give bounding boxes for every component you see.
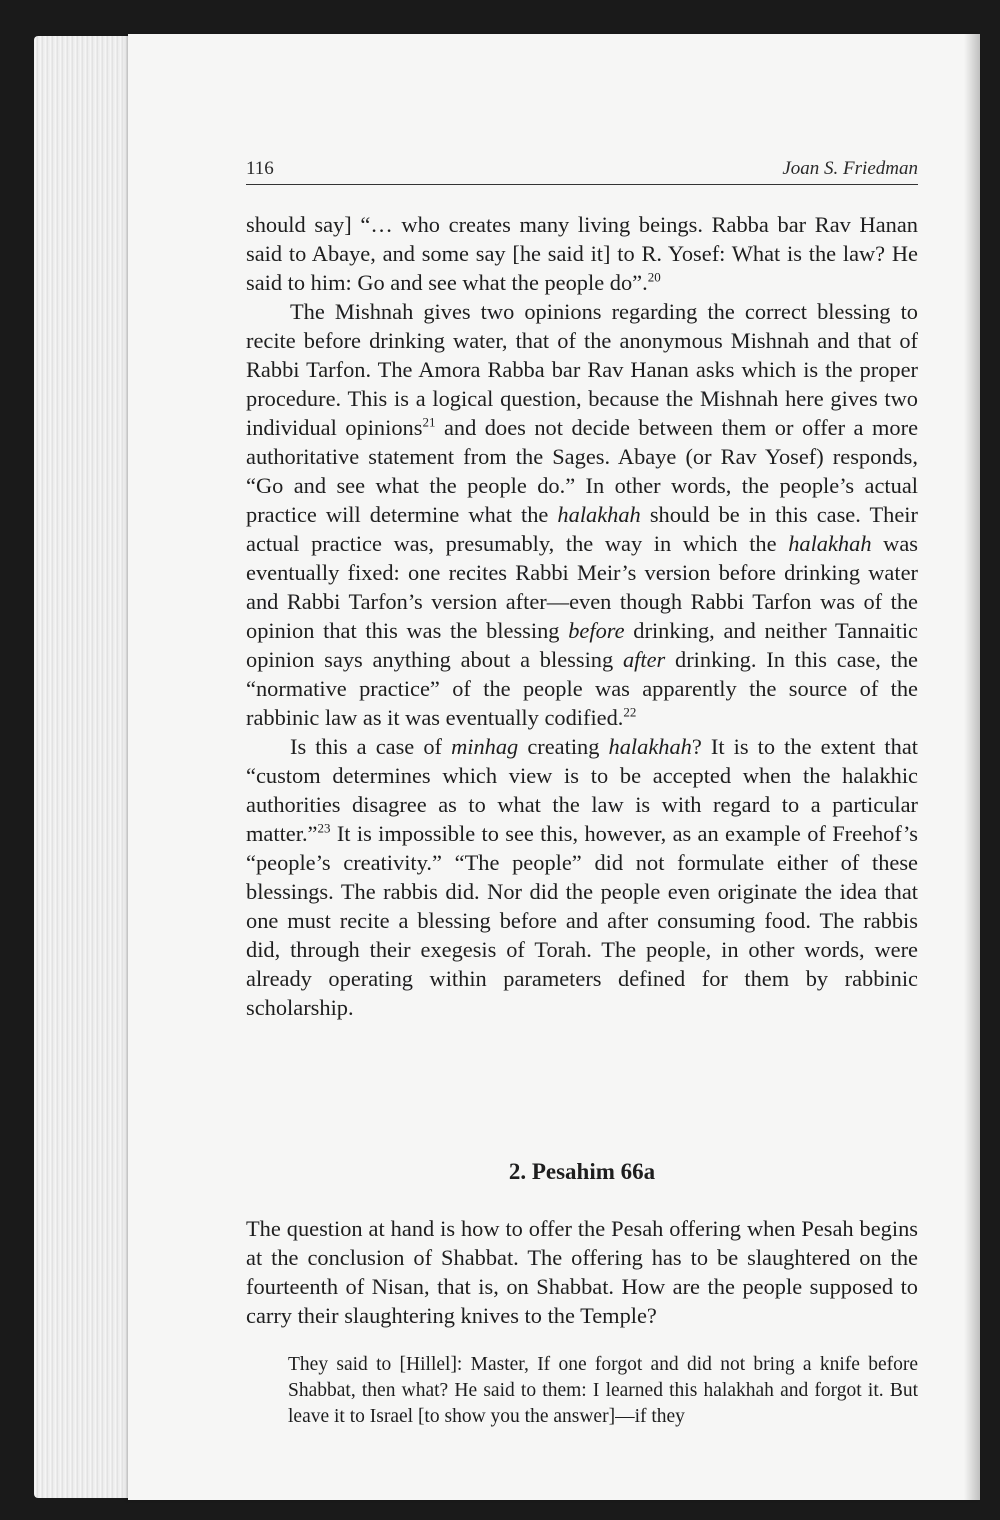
- block-quote-text: They said to [Hillel]: Master, If one forgot and did not bring a knife before Shabbat, then what? He said to them: I learned this halakhah and forgot it. But leave it to Israel [to show you the answer]—if they: [288, 1354, 918, 1427]
- italic-term: minhag: [451, 734, 519, 759]
- paragraph-3-text-d: It is impossible to see this, however, as an example of Freehof’s “people’s creativity.” “The people” did not formulate either of these blessings. The rabbis did. Nor did the people even originate the idea that one must recite a blessing before and after consuming food. The rabbis did, through their exegesis of Torah. The people, in other words, were already operating within parameters defined for them by rabbinic scholarship.: [246, 821, 918, 1020]
- paragraph-2-text-e: drinking, and neither Tannaitic opinion says anything about a blessing: [246, 618, 919, 672]
- paragraph-1-text: should say] “… who creates many living beings. Rabba bar Rav Hanan said to Abaye, and some say [he said it] to R. Yosef: What is the law? He said to him: Go and see what the people do”.: [246, 212, 918, 295]
- paragraph-2-text-b: and does not decide between them or offer a more authoritative statement from the Sages. Abaye (or Rav Yosef) responds, “Go and see what the people do.” In other words, the people’s actual practice will determine what the: [246, 415, 919, 527]
- paragraph-3-text-c: ? It is to the extent that “custom determines which view is to be accepted when the halakhic authorities disagree as to what the law is with regard to a particular matter.”: [246, 734, 918, 846]
- section-heading: 2. Pesahim 66a: [508, 1159, 656, 1184]
- running-head: [246, 154, 918, 185]
- italic-term: halakhah: [608, 734, 692, 759]
- footnote-ref-23: 23: [317, 820, 331, 836]
- paragraph-2-text-c: should be in this case. Their actual practice was, presumably, the way in which the: [246, 502, 918, 556]
- section-text: [246, 1214, 918, 1330]
- italic-term: halakhah: [788, 531, 872, 556]
- paragraph-2-text-d: was eventually fixed: one recites Rabbi Meir’s version before drinking water and Rabbi Tarfon’s version after—even though Rabbi Tarfon was of the opinion that this was the blessing: [246, 531, 918, 643]
- italic-term: halakhah: [557, 502, 641, 527]
- paragraph-2-text-a: The Mishnah gives two opinions regarding the correct blessing to recite before drinking water, that of the anonymous Mishnah and that of Rabbi Tarfon. The Amora Rabba bar Rav Hanan asks which is the proper procedure. This is a logical question, because the Mishnah here gives two individual opinions: [246, 299, 918, 440]
- section-paragraph: The question at hand is how to offer the Pesah offering when Pesah begins at the conclusion of Shabbat. The offering has to be slaughtered on the fourteenth of Nisan, that is, on Shabbat. How are the people supposed to carry their slaughtering knives to the Temple?: [246, 1216, 918, 1328]
- paragraph-3-text-b: creating: [518, 734, 609, 759]
- paragraph-3: [246, 732, 918, 1022]
- paragraph-1: [246, 210, 918, 297]
- footnote-ref-21: 21: [422, 414, 436, 430]
- italic-term: before: [568, 618, 625, 643]
- block-quote: [288, 1352, 918, 1430]
- italic-term: after: [622, 647, 666, 672]
- footnote-ref-22: 22: [623, 704, 637, 720]
- body-text: [246, 210, 918, 1022]
- paragraph-2-text-f: drinking. In this case, the “normative practice” of the people was apparently the source of the rabbinic law as it was eventually codified.: [246, 647, 918, 730]
- paragraph-3-text-a: Is this a case of: [290, 734, 452, 759]
- footnote-ref-20: 20: [647, 269, 661, 285]
- running-head-author: Joan S. Friedman: [782, 158, 918, 179]
- book-page: [128, 34, 980, 1500]
- page-gutter-shadow: [964, 34, 980, 1500]
- page-number: 116: [246, 158, 274, 179]
- paragraph-2: [246, 297, 918, 732]
